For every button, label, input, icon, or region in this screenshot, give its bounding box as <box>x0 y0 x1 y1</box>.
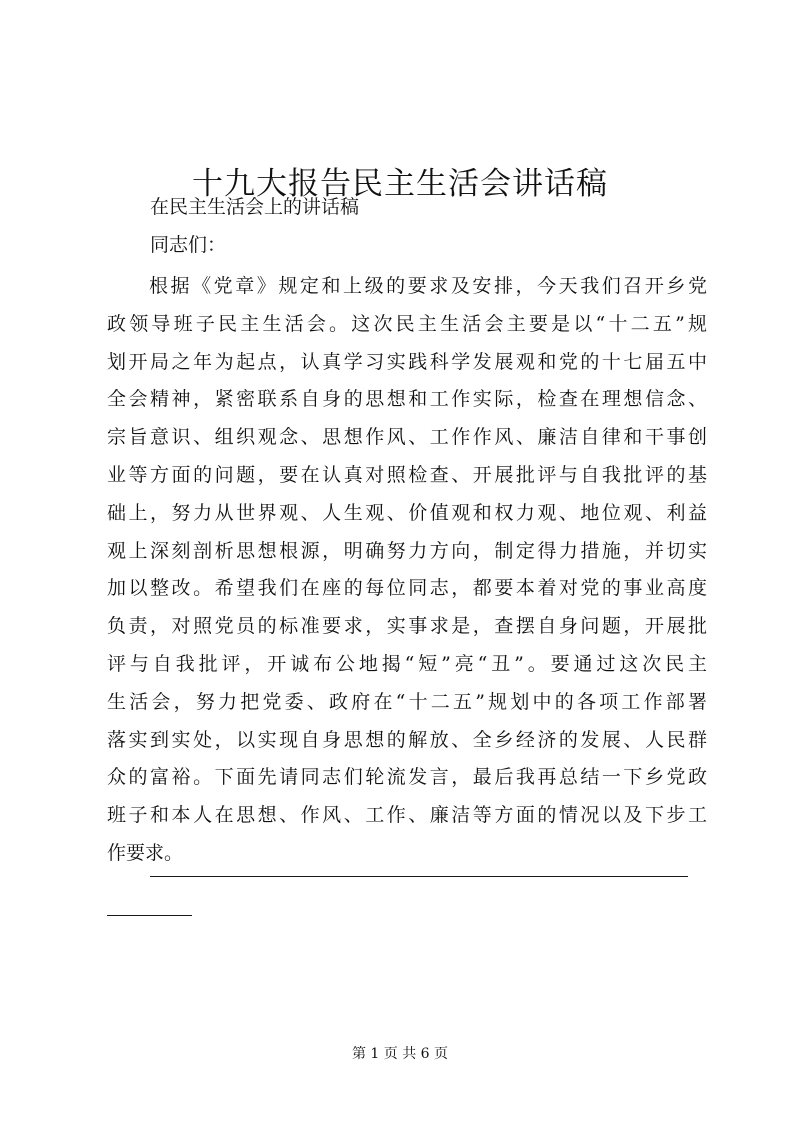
page-footer: 第 1 页 共 6 页 <box>351 1046 449 1062</box>
body-line: 宗旨意识、组织观念、思想作风、工作作风、廉洁自律和干事创 <box>107 426 707 449</box>
body-line: 全会精神，紧密联系自身的思想和工作实际，检查在理想信念、 <box>107 388 707 411</box>
body-paragraph <box>107 272 707 877</box>
salutation: 同志们： <box>150 234 227 256</box>
document-subtitle: 在民主生活会上的讲话稿 <box>150 196 360 218</box>
body-line: 众的富裕。下面先请同志们轮流发言，最后我再总结一下乡党政 <box>107 766 707 789</box>
body-line: 负责，对照党员的标准要求，实事求是，查摆自身问题，开展批 <box>107 615 707 638</box>
body-line: 根据《党章》规定和上级的要求及安排，今天我们召开乡党 <box>149 275 707 297</box>
body-line: 落实到实处，以实现自身思想的解放、全乡经济的发展、人民群 <box>107 728 707 751</box>
body-line: 评与自我批评，开诚布公地揭“短”亮“丑”。要通过这次民主 <box>107 652 707 675</box>
body-line: 班子和本人在思想、作风、工作、廉洁等方面的情况以及下步工 <box>107 804 707 827</box>
body-line: 划开局之年为起点，认真学习实践科学发展观和党的十七届五中 <box>107 350 707 373</box>
separator-rule <box>150 876 688 877</box>
body-line: 加以整改。希望我们在座的每位同志，都要本着对党的事业高度 <box>107 577 707 600</box>
body-line: 业等方面的问题，要在认真对照检查、开展批评与自我批评的基 <box>107 463 707 486</box>
body-line: 政领导班子民主生活会。这次民主生活会主要是以“十二五”规 <box>107 312 707 335</box>
body-line: 生活会，努力把党委、政府在“十二五”规划中的各项工作部署 <box>107 690 707 713</box>
separator-rule-continuation <box>107 915 192 916</box>
document-title: 十九大报告民主生活会讲话稿 <box>192 165 608 202</box>
body-line: 作要求。 <box>107 841 184 864</box>
body-line: 础上，努力从世界观、人生观、价值观和权力观、地位观、利益 <box>107 501 707 524</box>
body-line: 观上深刻剖析思想根源，明确努力方向，制定得力措施，并切实 <box>107 539 707 562</box>
